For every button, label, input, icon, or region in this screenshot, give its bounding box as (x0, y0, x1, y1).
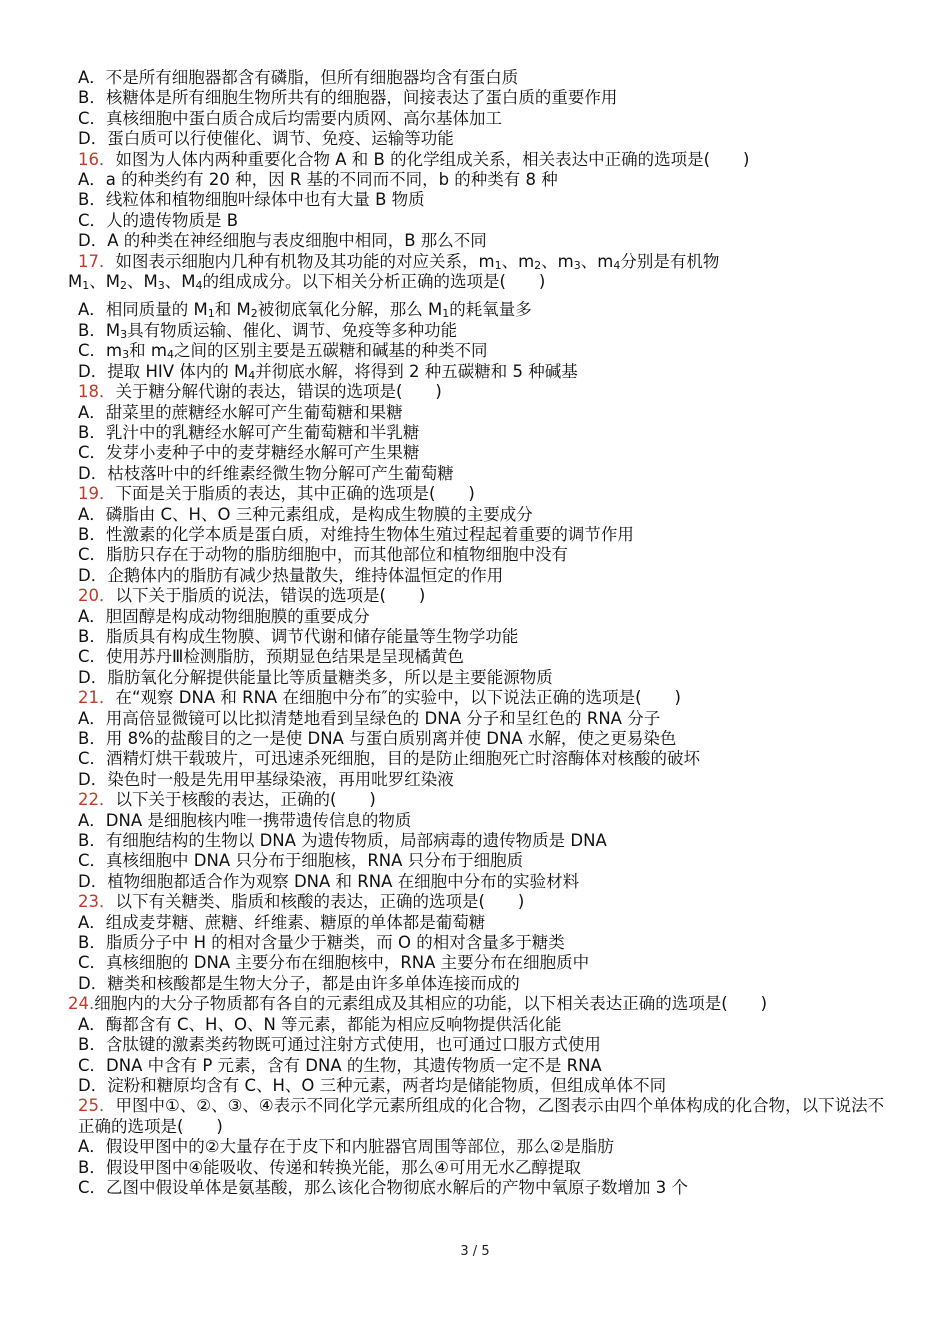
q21-stem-text: 在“观察 DNA 和 RNA 在细胞中分布″的实验中，以下说法正确的选项是( ) (115, 688, 681, 708)
q18-option-a: A．甜菜里的蔗糖经水解可产生葡萄糖和果糖 (78, 402, 403, 422)
subscript: 1 (207, 307, 215, 321)
q20-option-b: B．脂质具有构成生物膜、调节代谢和储存能量等生物学功能 (78, 626, 519, 646)
q24-number: 24. (68, 994, 95, 1014)
q16-number: 16． (78, 149, 116, 169)
q17-stem-part: 、M (164, 272, 196, 292)
q21-option-a: A．用高倍显微镜可以比拟清楚地看到呈绿色的 DNA 分子和呈红色的 RNA 分子 (78, 708, 661, 728)
subscript: 3 (120, 327, 128, 341)
q20-option-c: C．使用苏丹Ⅲ检测脂肪，预期显色结果是呈现橘黄色 (78, 647, 464, 667)
q22-option-b: B．有细胞结构的生物以 DNA 为遗传物质，局部病毒的遗传物质是 DNA (78, 831, 607, 851)
q21-option-c: C．酒精灯烘干载玻片，可迅速杀死细胞，目的是防止细胞死亡时溶酶体对核酸的破坏 (78, 749, 701, 769)
q22-option-d: D．植物细胞都适合作为观察 DNA 和 RNA 在细胞中分布的实验材料 (78, 871, 580, 891)
q25-stem (68, 1096, 888, 1137)
subscript: 2 (120, 279, 127, 293)
q18-option-d: D．枯枝落叶中的纤维素经微生物分解可产生葡萄糖 (78, 463, 454, 483)
q15-option-d: D．蛋白质可以行使催化、调节、免疫、运输等功能 (78, 129, 454, 149)
q24-option-c: C．DNA 中含有 P 元素，含有 DNA 的生物，其遗传物质一定不是 RNA (78, 1055, 602, 1075)
q16-option-b: B．线粒体和植物细胞叶绿体中也有大量 B 物质 (78, 190, 425, 210)
q23-stem-text: 以下有关糖类、脂质和核酸的表达，正确的选项是( ) (115, 892, 525, 912)
q16-stem (68, 150, 888, 170)
subscript: 3 (157, 279, 165, 293)
q19-stem (68, 484, 888, 504)
subscript: 3 (122, 348, 130, 362)
subscript: 4 (613, 258, 621, 272)
q17-stem (68, 252, 888, 272)
q17-stem-part: 如图表示细胞内几种有机物及其功能的对应关系，m (115, 251, 495, 271)
figure-gap (68, 292, 888, 300)
q22-option-a: A．DNA 是细胞核内唯一携带遗传信息的物质 (78, 810, 412, 830)
q16-option-d: D．A 的种类在神经细胞与表皮细胞中相同，B 那么不同 (78, 231, 487, 251)
option-part: 具有物质运输、催化、调节、免疫等多种功能 (127, 320, 458, 340)
q23-number: 23． (78, 892, 116, 912)
q17-stem-part: 、M (89, 272, 120, 292)
q17-stem-part: 分别是有机物 (620, 251, 720, 271)
q17-stem-part: 、m (541, 251, 574, 271)
q17-number: 17． (78, 251, 116, 271)
option-part: 之间的区别主要是五碳糖和碱基的种类不同 (173, 341, 488, 361)
option-part: 和 M (214, 300, 251, 320)
q18-number: 18． (78, 382, 116, 402)
q21-number: 21． (78, 688, 116, 708)
q24-option-b: B．含肽键的激素类药物既可通过注射方式使用，也可通过口服方式使用 (78, 1035, 601, 1055)
subscript: 3 (573, 258, 581, 272)
q18-option-b: B．乳汁中的乳糖经水解可产生葡萄糖和半乳糖 (78, 422, 420, 442)
subscript: 1 (494, 258, 502, 272)
q25-number: 25． (78, 1096, 116, 1116)
q20-option-a: A．胆固醇是构成动物细胞膜的重要成分 (78, 606, 370, 626)
q20-stem-text: 以下关于脂质的说法，错误的选项是( ) (115, 586, 426, 606)
q19-option-c: C．脂肪只存在于动物的脂肪细胞中，而其他部位和植物细胞中没有 (78, 545, 569, 565)
q18-stem (68, 382, 888, 402)
option-part: 并彻底水解，将得到 2 种五碳糖和 5 种碱基 (255, 361, 578, 381)
q22-stem (68, 790, 888, 810)
q20-option-d: D．脂肪氧化分解提供能量比等质量糖类多，所以是主要能源物质 (78, 667, 553, 687)
q21-stem (68, 688, 888, 708)
subscript: 2 (250, 307, 258, 321)
q15-option-a: A．不是所有细胞器都含有磷脂，但所有细胞器均含有蛋白质 (78, 68, 519, 87)
q18-stem-text: 关于糖分解代谢的表达，错误的选项是( ) (115, 382, 442, 402)
q17-stem-part: 、m (501, 251, 535, 271)
q22-option-c: C．真核细胞中 DNA 只分布于细胞核，RNA 只分布于细胞质 (78, 851, 524, 871)
q17-option-d (68, 362, 888, 382)
q24-stem (68, 994, 888, 1014)
q15-option-c: C．真核细胞中蛋白质合成后均需要内质网、高尔基体加工 (78, 108, 503, 128)
subscript: 1 (442, 307, 450, 321)
q24-option-d: D．淀粉和糖原均含有 C、H、O 三种元素，两者均是储能物质，但组成单体不同 (78, 1075, 667, 1095)
q24-option-a: A．酶都含有 C、H、O、N 等元素，都能为相应反响物提供活化能 (78, 1014, 562, 1034)
q23-option-c: C．真核细胞的 DNA 主要分布在细胞核中，RNA 主要分布在细胞质中 (78, 953, 590, 973)
q23-option-b: B．脂质分子中 H 的相对含量少于糖类，而 O 的相对含量多于糖类 (78, 933, 565, 953)
q23-option-d: D．糖类和核酸都是生物大分子，都是由许多单体连接而成的 (78, 973, 520, 993)
q17-stem-part: M (68, 272, 83, 292)
option-part: 和 m (129, 341, 167, 361)
q25-option-c: C．乙图中假设单体是氨基酸，那么该化合物彻底水解后的产物中氧原子数增加 3 个 (78, 1177, 689, 1197)
q24-stem-text: 细胞内的大分子物质都有各自的元素组成及其相应的功能，以下相关表达正确的选项是( ) (94, 994, 768, 1014)
q23-option-a: A．组成麦芽糖、蔗糖、纤维素、糖原的单体都是葡萄糖 (78, 912, 486, 932)
q25-stem-text: 甲图中①、②、③、④表示不同化学元素所组成的化合物，乙图表示由四个单体构成的化合物，以下说法不正确的选项是( ) (78, 1096, 885, 1136)
subscript: 4 (248, 368, 256, 382)
q20-number: 20． (78, 586, 116, 606)
q25-option-b: B．假设甲图中④能吸收、传递和转换光能，那么④可用无水乙醇提取 (78, 1157, 581, 1177)
option-part: A．相同质量的 M (78, 300, 208, 320)
q17-stem-continued (68, 272, 888, 292)
option-part: B．M (78, 320, 121, 340)
q23-stem (68, 892, 888, 912)
q22-stem-text: 以下关于核酸的表达，正确的( ) (115, 790, 376, 810)
subscript: 2 (534, 258, 542, 272)
q22-number: 22． (78, 790, 116, 810)
q15-option-b: B．核糖体是所有细胞生物所共有的细胞器，间接表达了蛋白质的重要作用 (78, 88, 618, 108)
q19-stem-text: 下面是关于脂质的表达，其中正确的选项是( ) (115, 484, 475, 504)
subscript: 4 (166, 348, 174, 362)
subscript: 1 (82, 279, 90, 293)
option-part: C．m (78, 341, 123, 361)
q21-option-b: B．用 8%的盐酸目的之一是使 DNA 与蛋白质别离并使 DNA 水解，使之更易染色 (78, 729, 677, 748)
q17-stem-part: 、M (127, 272, 158, 292)
q18-option-c: C．发芽小麦种子中的麦芽糖经水解可产生果糖 (78, 443, 420, 463)
option-part: D．提取 HIV 体内的 M (78, 361, 249, 381)
q19-option-b: B．性激素的化学本质是蛋白质，对维持生物体生殖过程起着重要的调节作用 (78, 524, 634, 544)
q17-option-c (68, 341, 888, 361)
q16-stem-text: 如图为人体内两种重要化合物 A 和 B 的化学组成关系，相关表达中正确的选项是( ) (115, 149, 750, 169)
q17-option-a (68, 300, 888, 320)
q19-number: 19． (78, 484, 116, 504)
q17-stem-part: 的组成成分。以下相关分析正确的选项是( ) (202, 272, 546, 292)
q21-option-d: D．染色时一般是先用甲基绿染液，再用吡罗红染液 (78, 769, 454, 789)
page-number: 3 / 5 (460, 1244, 490, 1259)
q17-option-b (68, 321, 888, 341)
question-list (68, 68, 888, 1198)
subscript: 4 (195, 279, 203, 293)
q19-option-d: D．企鹅体内的脂肪有减少热量散失，维持体温恒定的作用 (78, 565, 504, 585)
q19-option-a: A．磷脂由 C、H、O 三种元素组成，是构成生物膜的主要成分 (78, 504, 533, 524)
q16-option-c: C．人的遗传物质是 B (78, 210, 239, 230)
q17-stem-part: 、m (580, 251, 614, 271)
option-part: 被彻底氧化分解，那么 M (257, 300, 443, 320)
q20-stem (68, 586, 888, 606)
option-part: 的耗氧量多 (449, 300, 532, 320)
q16-option-a: A．a 的种类约有 20 种，因 R 基的不同而不同，b 的种类有 8 种 (78, 170, 558, 190)
q25-option-a: A．假设甲图中的②大量存在于皮下和内脏器官周围等部位，那么②是脂肪 (78, 1137, 614, 1157)
